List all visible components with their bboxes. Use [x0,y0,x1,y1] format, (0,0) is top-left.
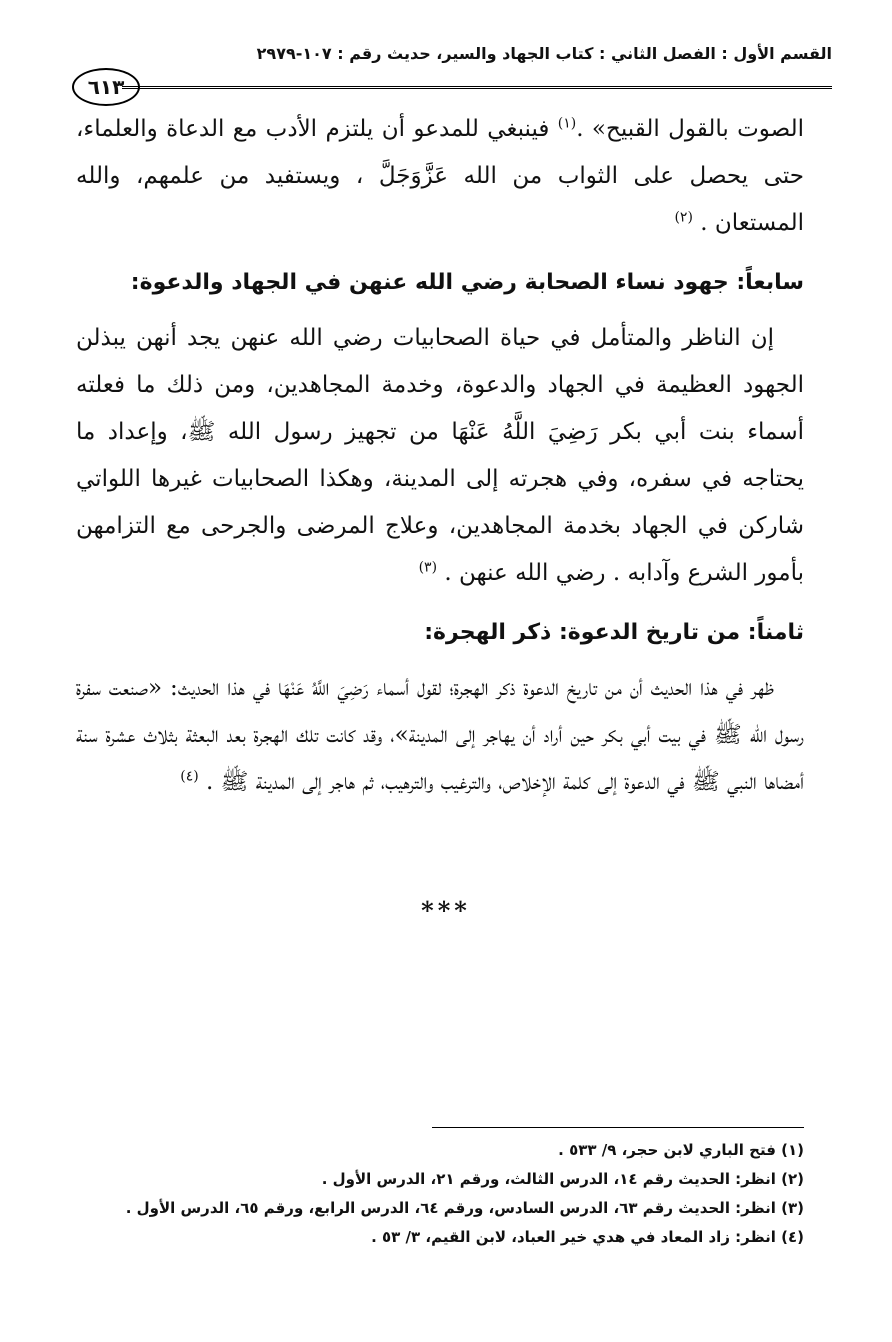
opening-text-2: فينبغي للمدعو أن يلتزم الأدب مع الدعاة والعلماء، حتى يحصل على الثواب من الله عَزَّوَجَلَّ ، ويستفيد من علمهم، والله المستعان . [76,116,804,236]
footnote-ref-1: (١) [557,115,577,132]
section-separator: *** [421,896,471,925]
header-rule [122,86,832,89]
footnote-rule [432,1127,804,1128]
section-heading-7: سابعاً: جهود نساء الصحابة رضي الله عنهن في الجهاد والدعوة: [130,270,804,295]
footnote-2: (٢) انظر: الحديث رقم ١٤، الدرس الثالث، ورقم ٢١، الدرس الأول . [321,1170,804,1188]
opening-text-1: الصوت بالقول القبيح» . [576,116,804,142]
opening-paragraph [76,106,804,247]
page-number: ٦١٣ [72,68,140,106]
section-heading-8: ثامناً: من تاريخ الدعوة: ذكر الهجرة: [424,620,804,645]
footnotes [76,1136,804,1252]
footnote-ref-4: (٤) [180,768,199,785]
section-paragraph-7 [76,315,804,597]
section-text-8: ظهر في هذا الحديث أن من تاريخ الدعوة ذكر الهجرة؛ لقول أسماء رَضِيَ اللَّهُ عَنْهَا في هذا الحديث: «صنعت سفرة رسول الله ﷺ في بيت أبي بكر حين أراد أن يهاجر إلى المدينة»، وقد كانت تلك الهجرة بعد البعثة بثلاث عشرة سنة أمضاها النبي ﷺ في الدعوة إلى كلمة الإخلاص، والترغيب والترهيب، ثم هاجر إلى المدينة ﷺ . [76,675,804,795]
running-head: القسم الأول : الفصل الثاني : كتاب الجهاد والسير، حديث رقم : ١٠٧-٢٩٧٩ [256,44,832,63]
section-text-7: إن الناظر والمتأمل في حياة الصحابيات رضي الله عنهن يجد أنهن يبذلن الجهود العظيمة في الجهاد والدعوة، وخدمة المجاهدين، ومن ذلك ما فعلته أسماء بنت أبي بكر رَضِيَ اللَّهُ عَنْهَا من تجهيز رسول الله ﷺ، وإعداد ما يحتاجه في سفره، وفي هجرته إلى المدينة، وهكذا الصحابيات غيرها اللواتي شاركن في الجهاد بخدمة المجاهدين، وعلاج المرضى والجرحى مع التزامهن بأمور الشرع وآدابه . رضي الله عنهن . [76,325,804,586]
footnote-ref-2: (٢) [674,209,693,226]
footnote-4: (٤) انظر: زاد المعاد في هدي خير العباد، لابن القيم، ٣/ ٥٣ . [371,1228,804,1246]
footnote-ref-3: (٣) [418,559,438,576]
section-paragraph-8 [76,665,804,806]
footnote-3: (٣) انظر: الحديث رقم ٦٣، الدرس السادس، ورقم ٦٤، الدرس الرابع، ورقم ٦٥، الدرس الأول . [125,1199,804,1217]
footnote-1: (١) فتح الباري لابن حجر، ٩/ ٥٣٣ . [558,1141,804,1159]
main-text [76,106,804,806]
